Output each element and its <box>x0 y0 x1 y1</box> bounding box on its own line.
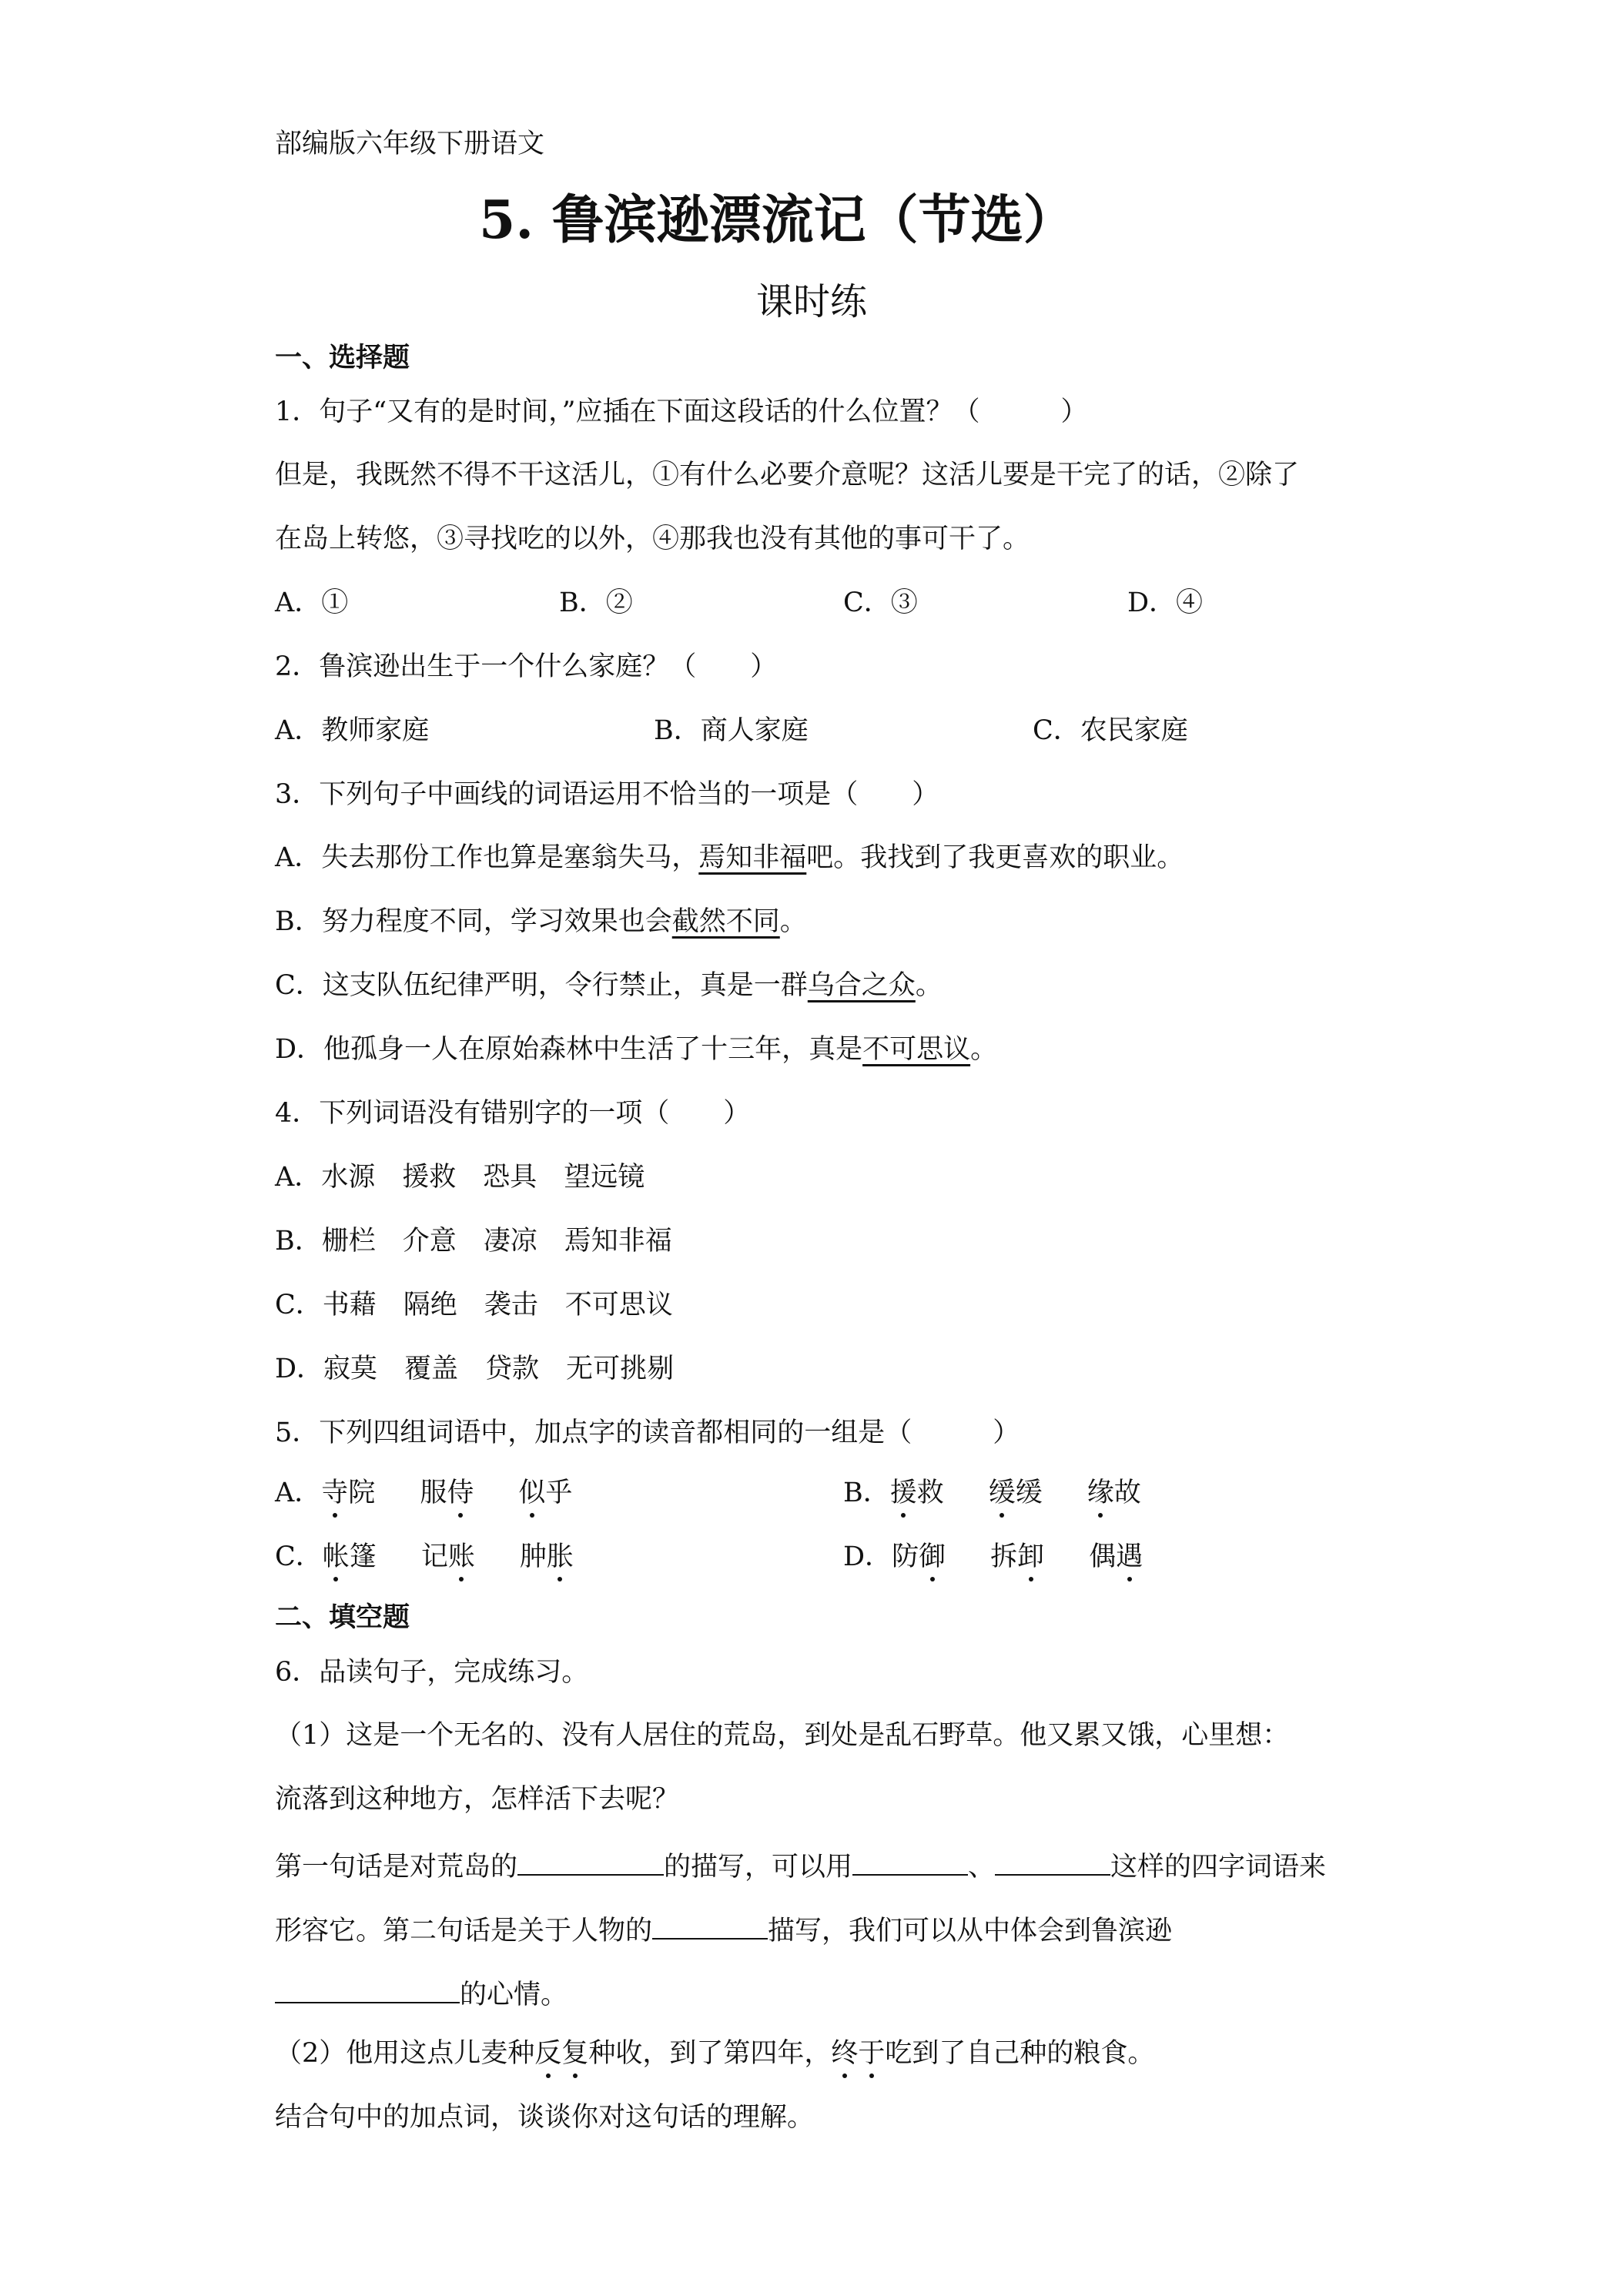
dotted-char: 反 <box>534 2038 562 2069</box>
question-2-option-c[interactable]: C．农民家庭 <box>1033 715 1188 746</box>
question-5-option-d[interactable] <box>843 1541 1143 1572</box>
dotted-char: 账 <box>447 1541 475 1572</box>
word <box>989 1478 1043 1508</box>
dotted-char: 御 <box>919 1541 946 1572</box>
answer-blank[interactable] <box>275 1977 460 2003</box>
word <box>990 1541 1044 1572</box>
fill-text: 形容它。第二句话是关于人物的 <box>275 1916 653 1946</box>
word <box>1087 1478 1141 1508</box>
question-6-passage-1-line2: 流落到这种地方，怎样活下去呢？ <box>275 1784 680 1815</box>
word <box>1089 1541 1143 1572</box>
answer-blank[interactable] <box>652 1913 768 1940</box>
char: 肿 <box>519 1541 547 1572</box>
char: 偶 <box>1089 1541 1117 1572</box>
dotted-char: 遇 <box>1116 1541 1143 1572</box>
char: 救 <box>916 1478 944 1508</box>
question-5-stem: 5．下列四组词语中，加点字的读音都相同的一组是（ ） <box>275 1417 1020 1448</box>
fill-text: 、 <box>968 1852 996 1883</box>
grade-label: 部编版六年级下册语文 <box>275 129 545 159</box>
char: 乎 <box>545 1478 573 1508</box>
question-5-option-c[interactable] <box>275 1541 574 1572</box>
fill-text: 这样的四字词语来 <box>1110 1852 1327 1883</box>
question-6-stem: 6．品读句子，完成练习。 <box>275 1657 589 1688</box>
dotted-char: 援 <box>889 1478 917 1508</box>
word <box>323 1541 377 1572</box>
dotted-char: 胀 <box>546 1541 574 1572</box>
question-1-option-b[interactable]: B．② <box>559 587 633 618</box>
question-3-option-d[interactable] <box>275 1036 997 1063</box>
option-a-text-pre: A．失去那份工作也算是塞翁失马， <box>275 842 699 873</box>
word <box>518 1478 572 1508</box>
question-4-stem: 4．下列词语没有错别字的一项（ ） <box>275 1098 751 1129</box>
char: 服 <box>420 1478 447 1508</box>
dotted-char: 复 <box>561 2038 589 2069</box>
option-b-underlined-phrase: 截然不同 <box>671 906 780 937</box>
option-c-text-pre: C．这支队伍纪律严明，令行禁止，真是一群 <box>275 970 808 1001</box>
fill-text: 的描写，可以用 <box>664 1852 853 1883</box>
section-heading-fill: 二、填空题 <box>275 1602 410 1633</box>
char: 防 <box>892 1541 919 1572</box>
word <box>890 1478 944 1508</box>
option-label: D． <box>843 1541 892 1572</box>
char: 记 <box>420 1541 448 1572</box>
question-1-option-d[interactable]: D．④ <box>1127 587 1204 618</box>
fill-text: 第一句话是对荒岛的 <box>275 1852 518 1883</box>
question-1-option-c[interactable]: C．③ <box>843 587 918 618</box>
option-c-text-post: 。 <box>915 970 943 1001</box>
fill-text: 描写，我们可以从中体会到鲁滨逊 <box>768 1916 1173 1946</box>
passage-text: 吃到了自己种的粮食。 <box>885 2038 1155 2069</box>
question-6-fill-line3 <box>275 1977 568 2009</box>
question-2-option-b[interactable]: B．商人家庭 <box>654 715 809 746</box>
dotted-char: 缓 <box>988 1478 1016 1508</box>
word <box>421 1541 475 1572</box>
question-6-passage-1-line1: （1）这是一个无名的、没有人居住的荒岛，到处是乱石野草。他又累又饿，心里想： <box>275 1720 1290 1751</box>
char: 拆 <box>990 1541 1018 1572</box>
option-a-text-post: 吧。我找到了我更喜欢的职业。 <box>806 842 1184 873</box>
passage-text: （2）他用这点儿麦种 <box>275 2038 535 2069</box>
question-4-option-a[interactable]: A．水源 援救 恐具 望远镜 <box>275 1162 645 1193</box>
char: 故 <box>1113 1478 1141 1508</box>
option-d-text-post: 。 <box>970 1034 998 1065</box>
option-label: C． <box>275 1541 323 1572</box>
dotted-char: 卸 <box>1017 1541 1045 1572</box>
option-label: B． <box>843 1478 890 1508</box>
question-3-option-c[interactable] <box>275 972 943 999</box>
question-6-fill-line2 <box>275 1913 1172 1945</box>
option-b-text-pre: B．努力程度不同，学习效果也会 <box>275 906 672 937</box>
word <box>321 1478 375 1508</box>
page-title: 5. 鲁滨逊漂流记（节选） <box>479 189 1076 251</box>
question-3-stem: 3．下列句子中画线的词语运用不恰当的一项是（ ） <box>275 779 939 810</box>
question-4-option-d[interactable]: D．寂莫 覆盖 贷款 无可挑剔 <box>275 1354 675 1384</box>
page-subtitle: 课时练 <box>756 280 868 323</box>
question-1-passage-line2: 在岛上转悠，③寻找吃的以外，④那我也没有其他的事可干了。 <box>275 524 1030 554</box>
char: 篷 <box>349 1541 377 1572</box>
question-4-option-c[interactable]: C．书藉 隔绝 袭击 不可思议 <box>275 1290 673 1320</box>
dotted-char: 帐 <box>322 1541 350 1572</box>
question-2-stem: 2．鲁滨逊出生于一个什么家庭？（ ） <box>275 651 778 682</box>
passage-text: 种收，到了第四年， <box>588 2038 832 2069</box>
option-c-underlined-phrase: 乌合之众 <box>807 970 916 1001</box>
question-6-passage-2 <box>275 2040 1154 2067</box>
dotted-char: 侍 <box>447 1478 474 1508</box>
char: 院 <box>348 1478 376 1508</box>
option-a-underlined-phrase: 焉知非福 <box>698 842 807 873</box>
question-1-stem: 1．句子“又有的是时间，”应插在下面这段话的什么位置？（ ） <box>275 397 1088 427</box>
question-6-passage-2-task: 结合句中的加点词，谈谈你对这句话的理解。 <box>275 2102 815 2133</box>
section-heading-choice: 一、选择题 <box>275 342 410 373</box>
dotted-char: 寺 <box>321 1478 349 1508</box>
question-5-option-b[interactable] <box>843 1480 1141 1507</box>
option-d-underlined-phrase: 不可思议 <box>862 1034 971 1065</box>
word <box>520 1541 574 1572</box>
word <box>892 1541 946 1572</box>
question-3-option-b[interactable] <box>275 906 807 937</box>
option-b-text-post: 。 <box>779 906 807 937</box>
dotted-char: 似 <box>518 1478 546 1508</box>
question-1-passage-line1: 但是，我既然不得不干这活儿，①有什么必要介意呢？这活儿要是干完了的话，②除了 <box>275 460 1300 490</box>
question-1-option-a[interactable]: A．① <box>275 587 349 618</box>
question-3-option-a[interactable] <box>275 842 1184 873</box>
question-6-fill-line1 <box>275 1849 1326 1881</box>
question-5-option-a[interactable] <box>275 1480 572 1507</box>
answer-blank[interactable] <box>852 1849 968 1876</box>
fill-text: 的心情。 <box>460 1980 568 2010</box>
question-2-option-a[interactable]: A．教师家庭 <box>275 715 430 746</box>
dotted-char: 终 <box>831 2038 859 2069</box>
word <box>420 1478 474 1508</box>
answer-blank[interactable] <box>517 1849 664 1876</box>
dotted-char: 缘 <box>1087 1478 1114 1508</box>
dotted-char: 于 <box>858 2038 886 2069</box>
answer-blank[interactable] <box>995 1849 1110 1876</box>
char: 缓 <box>1015 1478 1043 1508</box>
option-d-text-pre: D．他孤身一人在原始森林中生活了十三年，真是 <box>275 1034 863 1065</box>
question-4-option-b[interactable]: B．栅栏 介意 凄凉 焉知非福 <box>275 1226 672 1257</box>
option-label: A． <box>275 1478 322 1508</box>
